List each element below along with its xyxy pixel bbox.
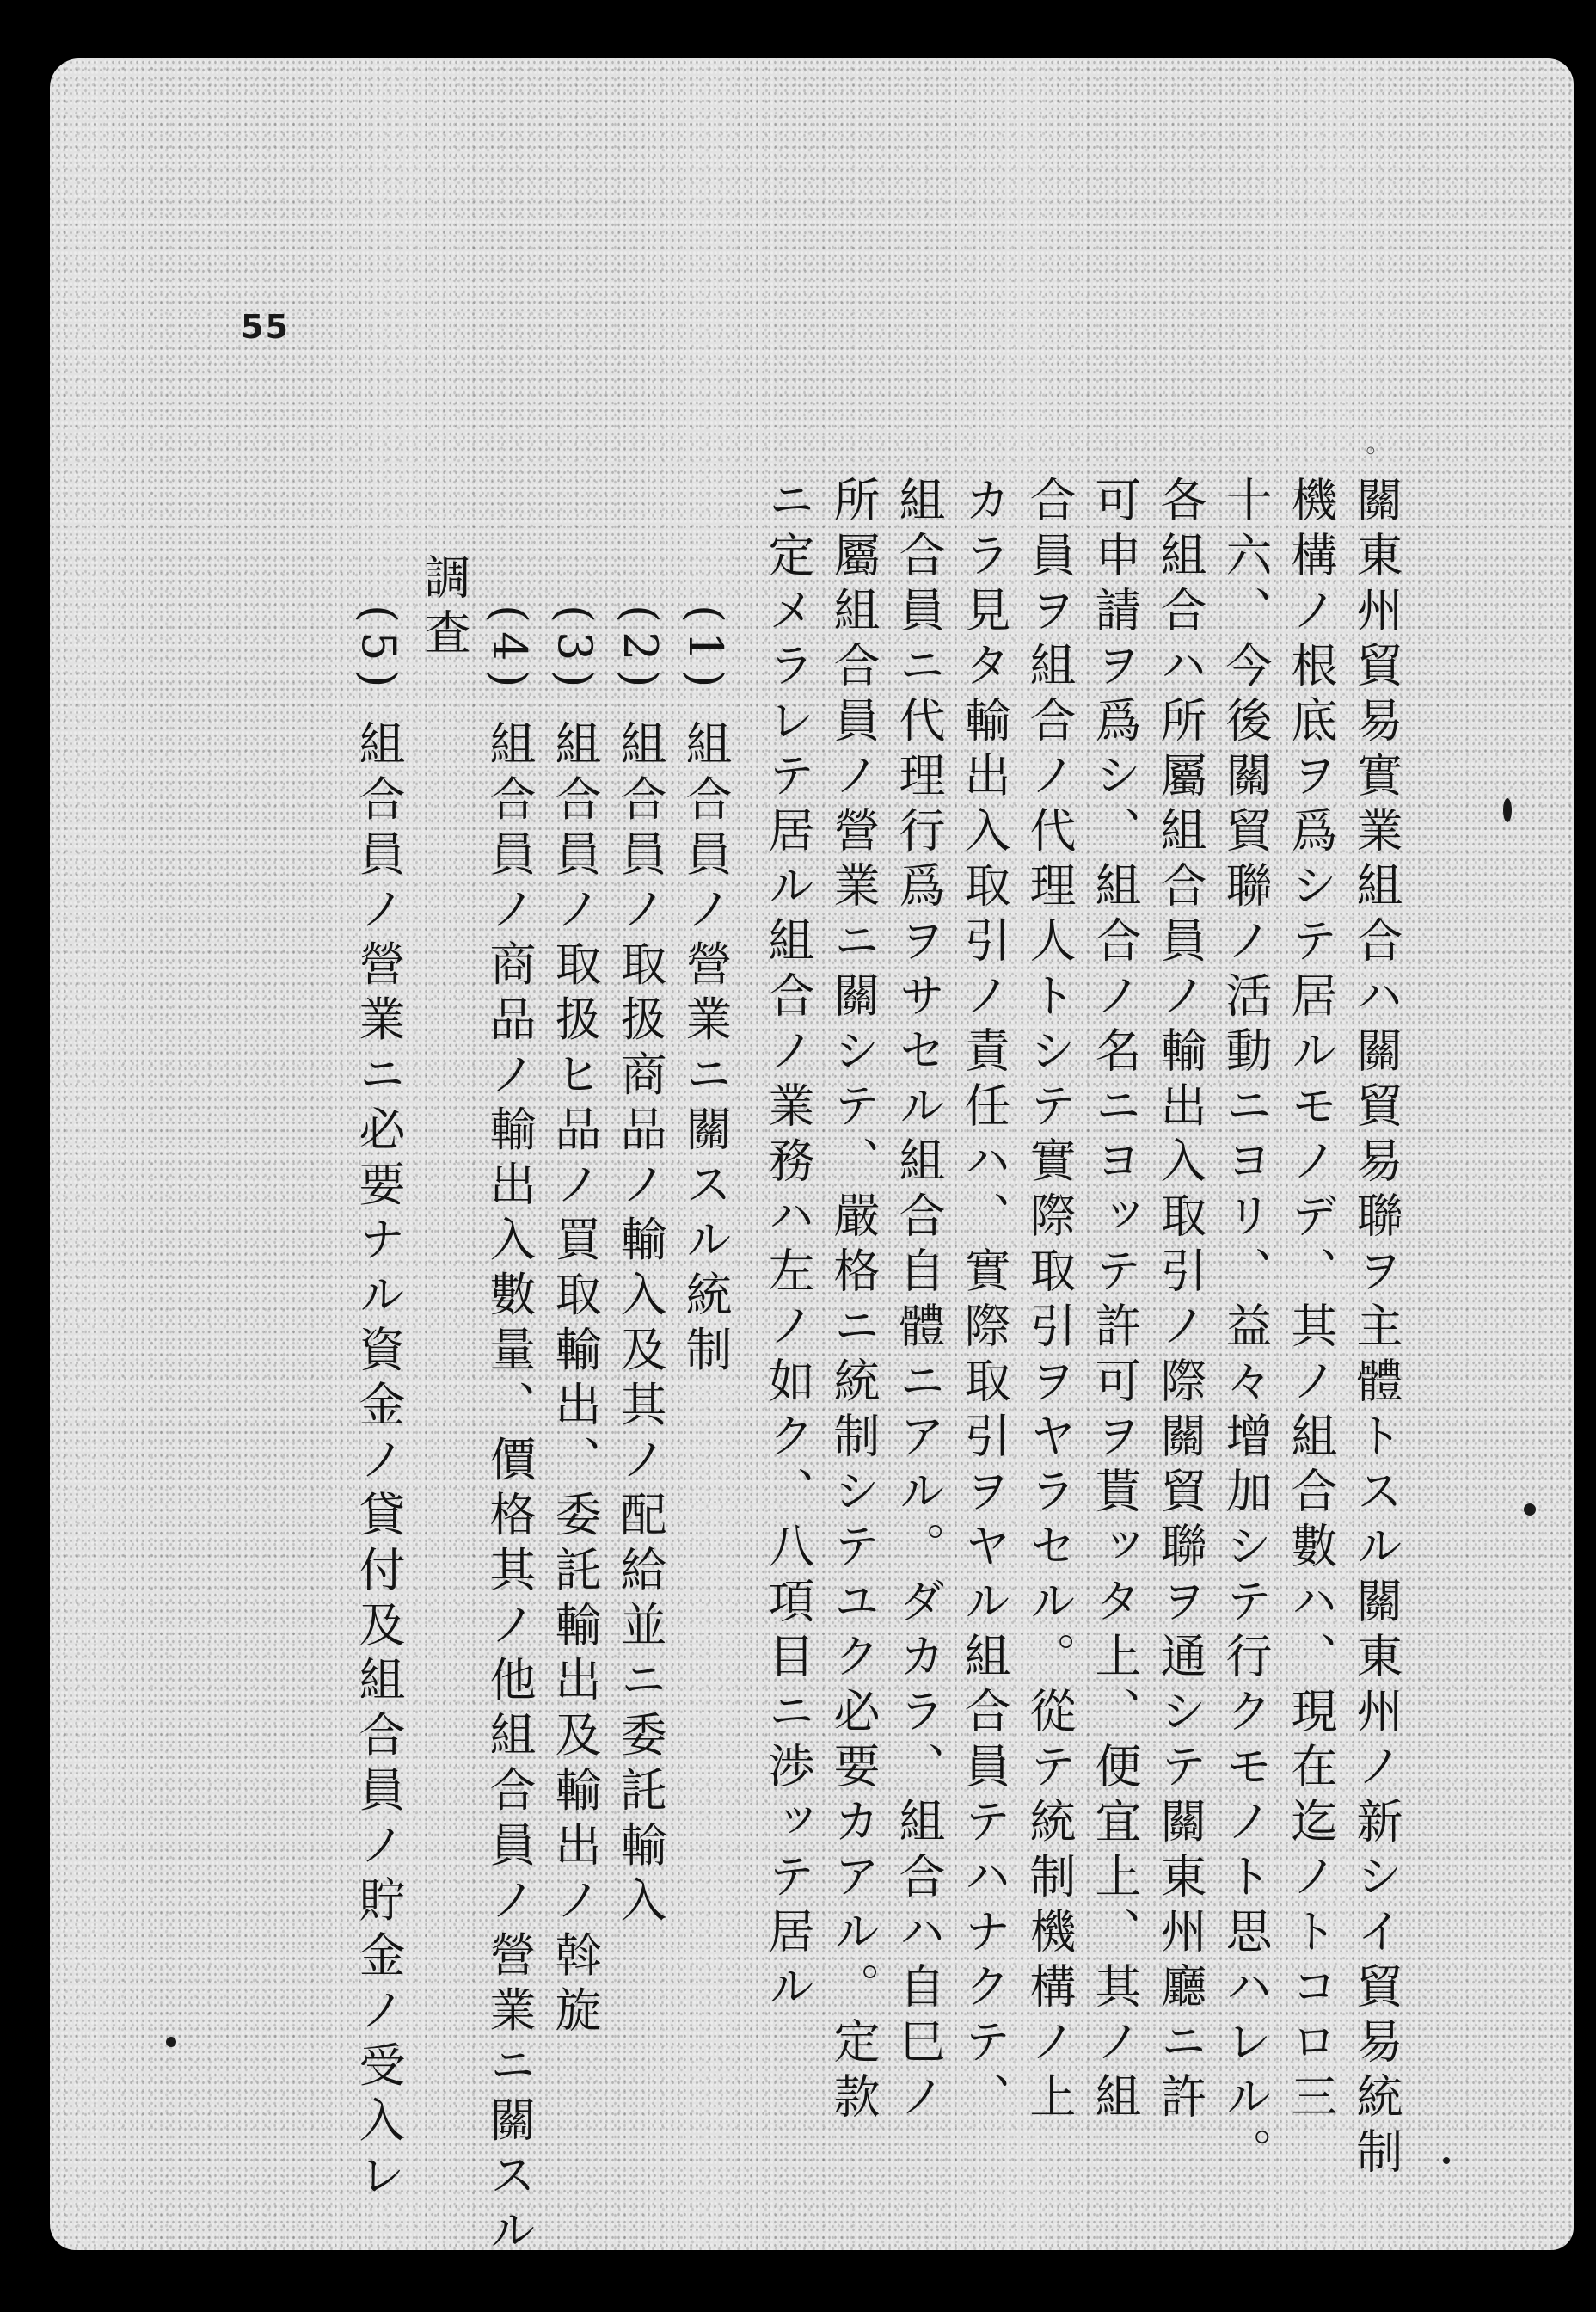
ink-speck — [166, 2037, 176, 2047]
list-item-5: (5) 組合員ノ營業ニ必要ナル資金ノ貸付及組合員ノ貯金ノ受入レ — [352, 605, 406, 2206]
text-column-4: 各組合ハ所屬組合員ノ輸出入取引ノ際關貿聯ヲ通シテ關東州廳ニ許 — [1153, 476, 1207, 2127]
text-column-8: 組合員ニ代理行爲ヲサセル組合自體ニアル。ダカラ、組合ハ自巳ノ — [892, 476, 946, 2127]
page-number: 55 — [241, 308, 290, 346]
text-column-5: 可申請ヲ爲シ、組合ノ名ニヨッテ許可ヲ貰ッタ上、便宜上、其ノ組 — [1088, 476, 1142, 2127]
text-column-10: ニ定メラレテ居ル組合ノ業務ハ左ノ如ク、八項目ニ渉ッテ居ル — [761, 476, 815, 2017]
text-column-2: 機構ノ根底ヲ爲シテ居ルモノデ、其ノ組合數ハ、現在迄ノトコロ三 — [1284, 476, 1338, 2127]
list-item-4: (4) 組合員ノ商品ノ輸出入數量、價格其ノ他組合員ノ營業ニ關スル — [482, 605, 537, 2261]
ink-speck — [1443, 2157, 1450, 2164]
text-column-1: 關東州貿易實業組合ハ關貿易聯ヲ主體トスル關東州ノ新シイ貿易統制 — [1349, 476, 1403, 2182]
text-column-3: 十六、今後關貿聯ノ活動ニヨリ、益々增加シテ行クモノト思ハレル。 — [1218, 476, 1273, 2182]
column-gap — [738, 476, 755, 2153]
document-page — [50, 58, 1574, 2261]
list-item-1: (1) 組合員ノ營業ニ關スル統制 — [678, 605, 733, 1380]
ink-speck — [1524, 1503, 1536, 1516]
list-item-2: (2) 組合員ノ取扱商品ノ輸入及其ノ配給並ニ委託輸入 — [613, 605, 667, 1931]
list-item-3: (3) 組合員ノ取扱ヒ品ノ買取輸出、委託輸出及輸出ノ斡旋 — [548, 605, 602, 2041]
text-column-6: 合員ヲ組合ノ代理人トシテ實際取引ヲヤラセル。從テ統制機構ノ上 — [1022, 476, 1077, 2127]
ink-speck — [1503, 798, 1512, 822]
vertical-text-body — [291, 476, 1409, 2261]
list-item-4-continuation: 調査 — [417, 553, 471, 663]
corner-mark: ◦ — [1363, 437, 1378, 467]
text-column-9: 所屬組合員ノ營業ニ關シテ、嚴格ニ統制シテユク必要カアル。定款 — [826, 476, 881, 2127]
text-column-7: カラ見タ輸出入取引ノ責任ハ、實際取引ヲヤル組合員テハナクテ、 — [957, 476, 1011, 2127]
